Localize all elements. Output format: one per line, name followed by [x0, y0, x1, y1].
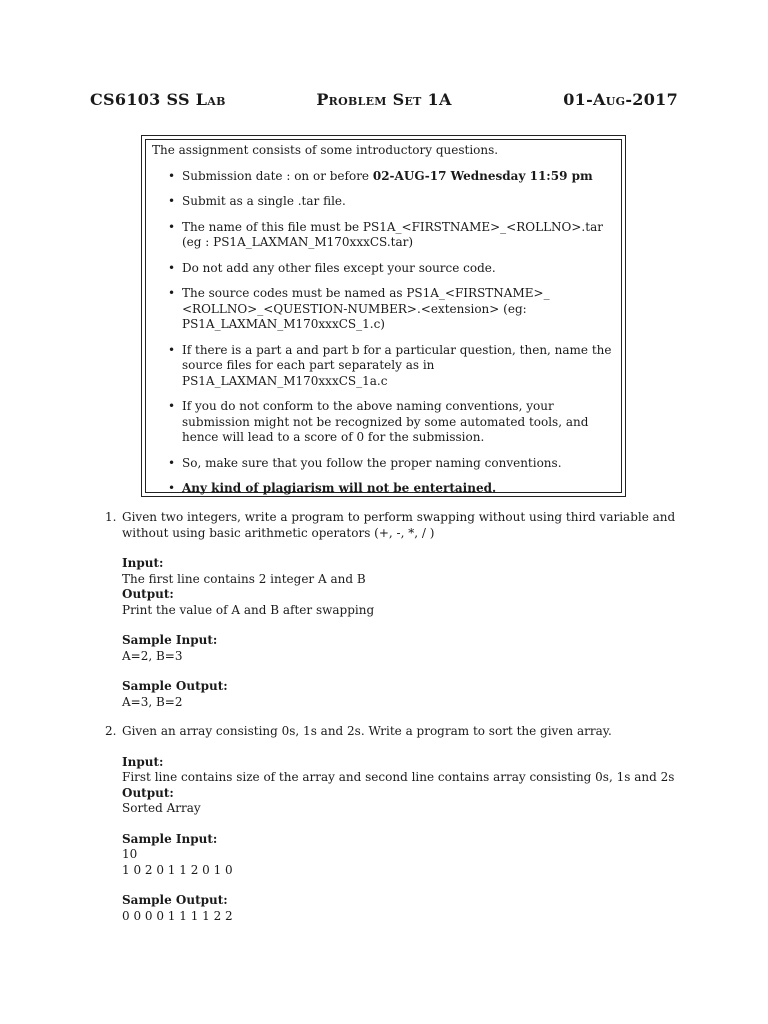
rule-item [168, 261, 615, 277]
question-text: Given two integers, write a program to perform swapping without using third variable and without using basic arithmetic operators (+, -, *, / ) [122, 510, 676, 540]
rule-text: Submission date : on or before [182, 168, 373, 183]
sample-output-label: Sample Output: [122, 893, 228, 907]
rule-text: The source codes must be named as PS1A_<FIRSTNAME>_ <ROLLNO>_<QUESTION-NUMBER>.<extension> (eg: PS1A_LAXMAN_M170xxxCS_1.c) [182, 286, 550, 331]
output-description: Sorted Array [122, 801, 201, 815]
rule-bold-text: 02-AUG-17 Wednesday 11:59 pm [372, 168, 593, 183]
sample-output-label: Sample Output: [122, 679, 228, 693]
spacer [122, 618, 680, 633]
instructions-intro: The assignment consists of some introductory questions. [152, 143, 499, 157]
rule-item [168, 169, 615, 185]
course-code: CS6103 SS Lab [90, 90, 226, 109]
input-label: Input: [122, 754, 164, 769]
question-item [100, 510, 680, 710]
input-label: Input: [122, 556, 164, 570]
spacer [122, 664, 680, 679]
output-description: Print the value of A and B after swapping [122, 602, 375, 617]
output-label: Output: [122, 587, 174, 601]
sample-input-line: 10 [122, 847, 138, 861]
page-header [90, 90, 678, 112]
rule-text: The name of this file must be PS1A_<FIRSTNAME>_<ROLLNO>.tar (eg : PS1A_LAXMAN_M170xxxCS.tar) [182, 219, 603, 249]
question-number: 1. [105, 510, 117, 524]
instructions-box [141, 135, 626, 497]
rule-item [168, 194, 615, 210]
rules-list [152, 169, 615, 497]
rule-item [168, 220, 615, 251]
rule-item [168, 286, 615, 333]
header-date: 01-Aug-2017 [563, 90, 678, 109]
spacer [122, 817, 680, 832]
rule-text: Submit as a single .tar file. [182, 194, 346, 208]
question-text: Given an array consisting 0s, 1s and 2s. Write a program to sort the given array. [122, 724, 612, 738]
question-item [100, 724, 680, 924]
sample-input-line: A=2, B=3 [122, 648, 183, 663]
rule-bold-text: Any kind of plagiarism will not be entertained. [182, 481, 497, 495]
spacer [122, 878, 680, 893]
input-description: First line contains size of the array and second line contains array consisting 0s, 1s and 2s [122, 770, 675, 784]
sample-input-line: 1 0 2 0 1 1 2 0 1 0 [122, 862, 233, 877]
sample-output-line: A=3, B=2 [122, 694, 183, 709]
sample-input-label: Sample Input: [122, 831, 218, 846]
rule-item [168, 456, 615, 472]
sample-input-label: Sample Input: [122, 633, 218, 647]
input-description: The first line contains 2 integer A and B [122, 571, 366, 586]
rule-text: Do not add any other files except your source code. [182, 260, 496, 275]
rule-item [168, 399, 615, 446]
output-label: Output: [122, 785, 174, 800]
sample-output-line: 0 0 0 0 1 1 1 1 2 2 [122, 908, 233, 923]
instructions-box-inner [145, 139, 622, 493]
question-number: 2. [105, 724, 117, 738]
questions-list [100, 510, 680, 938]
rule-text: If you do not conform to the above naming conventions, your submission might not be recognized by some automated tools, and hence will lead to a score of 0 for the submission. [182, 399, 589, 444]
rule-item [168, 343, 615, 390]
problem-set-title: Problem Set 1A [316, 90, 452, 109]
rule-text: So, make sure that you follow the proper naming conventions. [182, 455, 562, 470]
rule-text: If there is a part a and part b for a particular question, then, name the source files for each part separately as in PS1A_LAXMAN_M170xxxCS_1a.c [182, 342, 612, 388]
rule-item [168, 481, 615, 497]
